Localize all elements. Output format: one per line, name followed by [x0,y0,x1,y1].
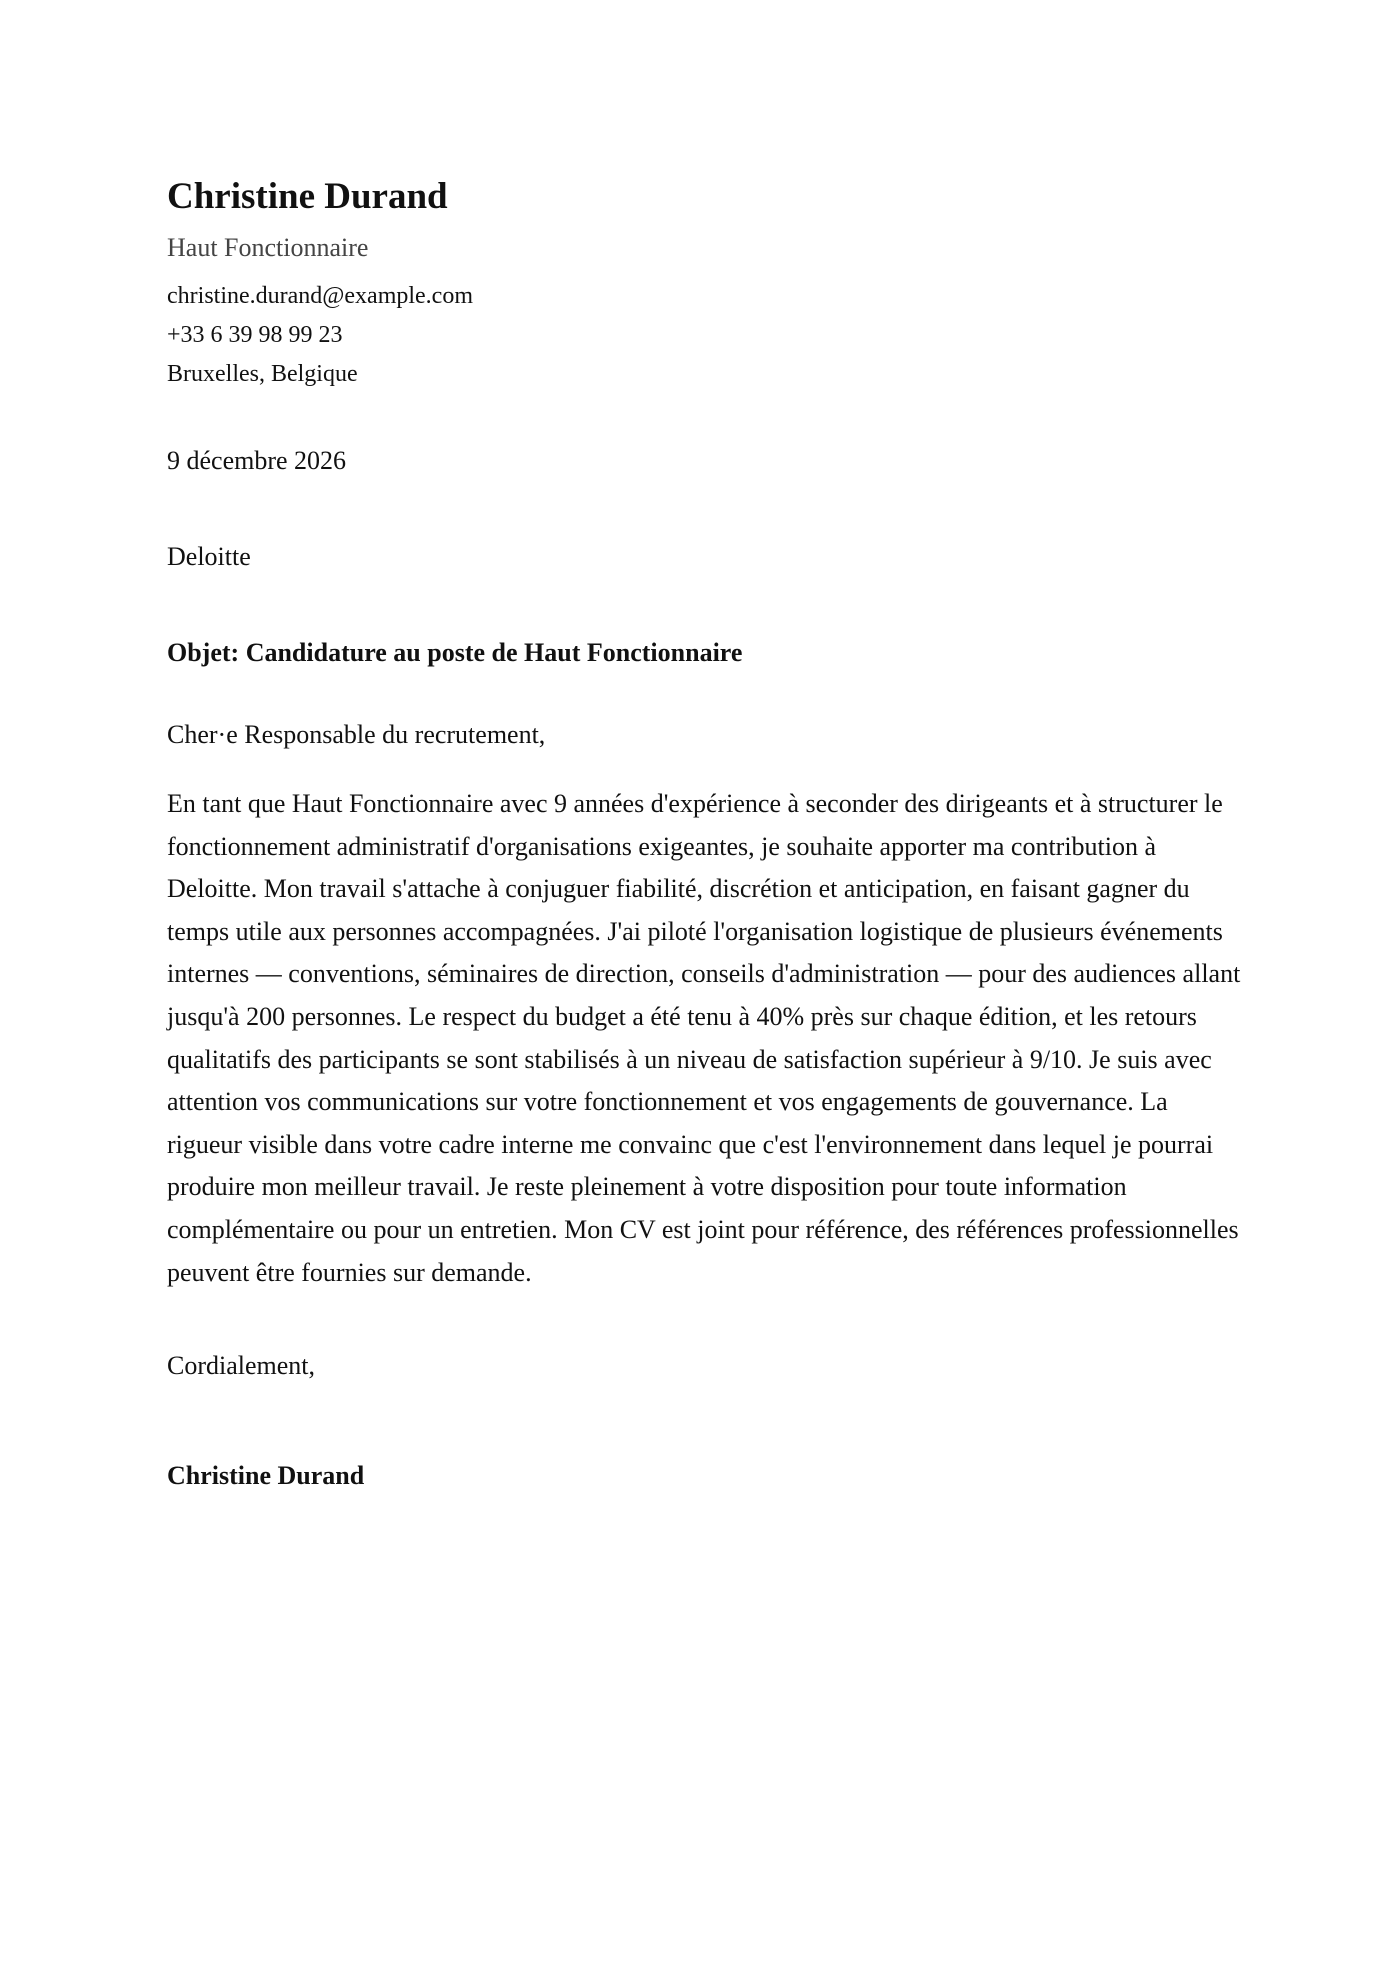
sender-phone: +33 6 39 98 99 23 [167,322,343,348]
sender-title: Haut Fonctionnaire [167,233,369,262]
sender-name: Christine Durand [167,176,448,217]
letter-subject: Objet: Candidature au poste de Haut Fonctionnaire [167,638,743,667]
letter-body: En tant que Haut Fonctionnaire avec 9 années d'expérience à seconder des dirigeants et à structurer le fonctionnement administratif d'organisations exigeantes, je souhaite apporter ma contribution à Deloitte. Mon travail s'attache à conjuguer fiabilité, discrétion et anticipation, en faisant gagner du temps utile aux personnes accompagnées. J'ai piloté l'organisation logistique de plusieurs événements internes — conventions, séminaires de direction, conseils d'administration — pour des audiences allant jusqu'à 200 personnes. Le respect du budget a été tenu à 40% près sur chaque édition, et les retours qualitatifs des participants se sont stabilisés à un niveau de satisfaction supérieur à 9/10. Je suis avec attention vos communications sur votre fonctionnement et vos engagements de gouvernance. La rigueur visible dans votre cadre interne me convainc que c'est l'environnement dans lequel je pourrai produire mon meilleur travail. Je reste pleinement à votre disposition pour toute information complémentaire ou pour un entretien. Mon CV est joint pour référence, des références professionnelles peuvent être fournies sur demande. [167,789,1241,1287]
cover-letter [167,160,1247,1493]
recipient: Deloitte [167,542,251,571]
greeting: Cher·e Responsable du recrutement, [167,720,546,749]
sender-location: Bruxelles, Belgique [167,361,358,387]
contact-block [167,277,1247,394]
sender-email: christine.durand@example.com [167,283,473,309]
signature: Christine Durand [167,1461,365,1491]
letter-date: 9 décembre 2026 [167,446,347,475]
closing: Cordialement, [167,1351,316,1381]
